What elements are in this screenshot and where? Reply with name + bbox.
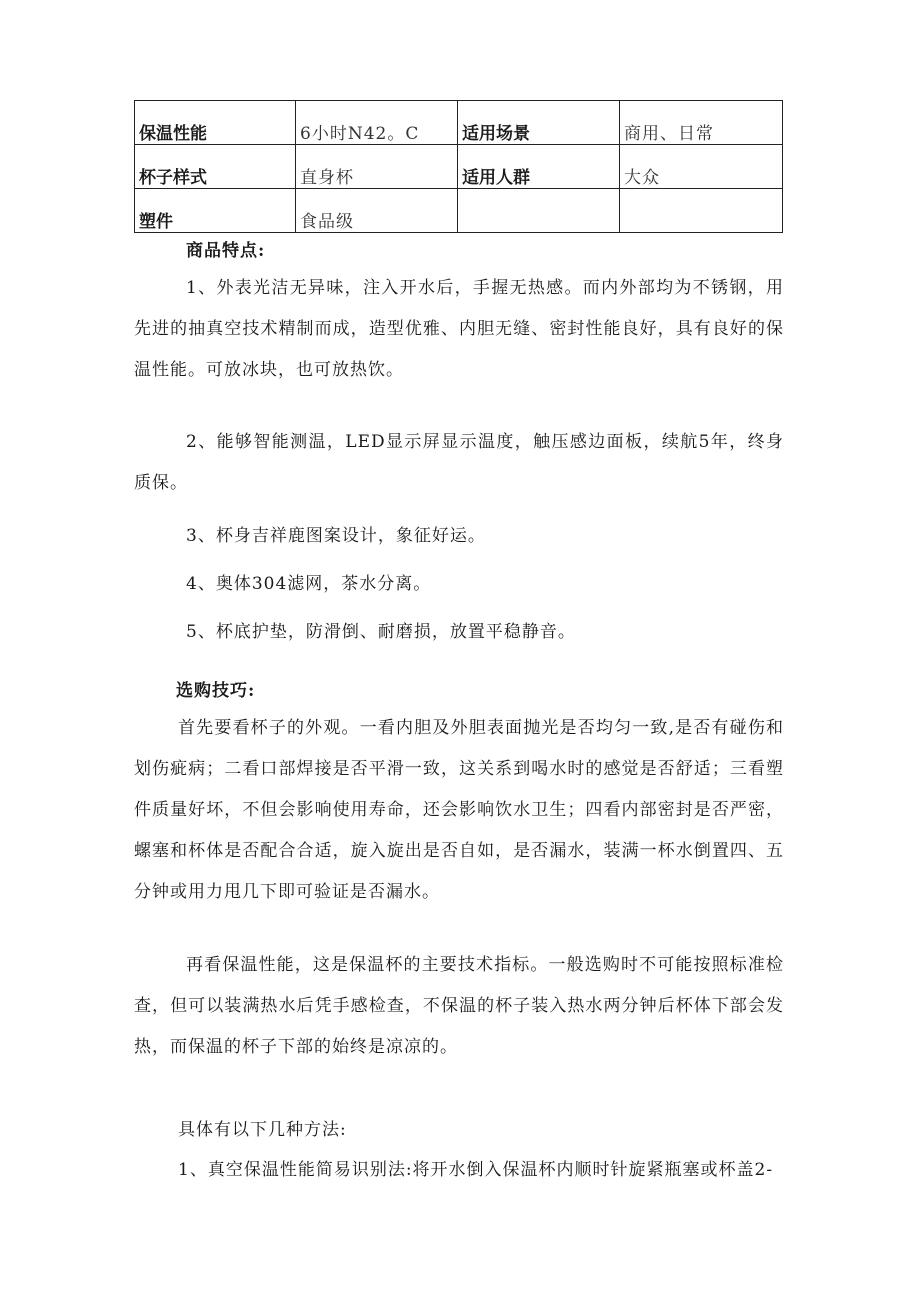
spec-value: 食品级 — [296, 189, 458, 233]
table-row — [135, 189, 783, 233]
table-row — [135, 145, 783, 189]
spec-value: 直身杯 — [296, 145, 458, 189]
feature-item: 3、杯身吉祥鹿图案设计，象征好运。 — [186, 526, 486, 546]
features-heading: 商品特点: — [186, 241, 266, 261]
spec-label: 杯子样式 — [135, 145, 296, 189]
feature-item: 5、杯底护垫，防滑倒、耐磨损，放置平稳静音。 — [186, 622, 576, 642]
spec-table — [134, 100, 783, 233]
spec-label — [458, 189, 620, 233]
tips-paragraph: 首先要看杯子的外观。一看内胆及外胆表面抛光是否均匀一致,是否有碰伤和划伤疵病；二看口部焊接是否平滑一致，这关系到喝水时的感觉是否舒适；三看塑件质量好坏，不但会影响使用寿命，还会影响饮水卫生；四看内部密封是否严密，螺塞和杯体是否配合合适，旋入旋出是否自如，是否漏水，装满一杯水倒置四、五分钟或用力甩几下即可验证是否漏水。 — [134, 718, 784, 902]
table-row — [135, 101, 783, 145]
feature-item: 1、外表光洁无异味，注入开水后，手握无热感。而内外部均为不锈钢，用先进的抽真空技术精制而成，造型优雅、内胆无缝、密封性能良好，具有良好的保温性能。可放冰块，也可放热饮。 — [134, 278, 784, 380]
spec-value: 商用、日常 — [620, 101, 783, 145]
feature-item: 2、能够智能测温，LED显示屏显示温度，触压感边面板，续航5年，终身质保。 — [134, 432, 784, 493]
spec-value: 大众 — [620, 145, 783, 189]
spec-label: 保温性能 — [135, 101, 296, 145]
spec-value — [620, 189, 783, 233]
tips-heading: 选购技巧: — [176, 681, 256, 701]
tips-paragraph: 1、真空保温性能简易识别法:将开水倒入保温杯内顺时针旋紧瓶塞或杯盖2- — [178, 1160, 774, 1180]
spec-label: 适用人群 — [458, 145, 620, 189]
tips-paragraph: 再看保温性能，这是保温杯的主要技术指标。一般选购时不可能按照标准检查，但可以装满热水后凭手感检查，不保温的杯子装入热水两分钟后杯体下部会发热，而保温的杯子下部的始终是凉凉的。 — [134, 955, 784, 1057]
spec-label: 适用场景 — [458, 101, 620, 145]
feature-item: 4、奥体304滤网，茶水分离。 — [186, 574, 432, 594]
spec-label: 塑件 — [135, 189, 296, 233]
spec-value: 6小时N42。C — [296, 101, 458, 145]
tips-paragraph: 具体有以下几种方法: — [178, 1120, 347, 1140]
